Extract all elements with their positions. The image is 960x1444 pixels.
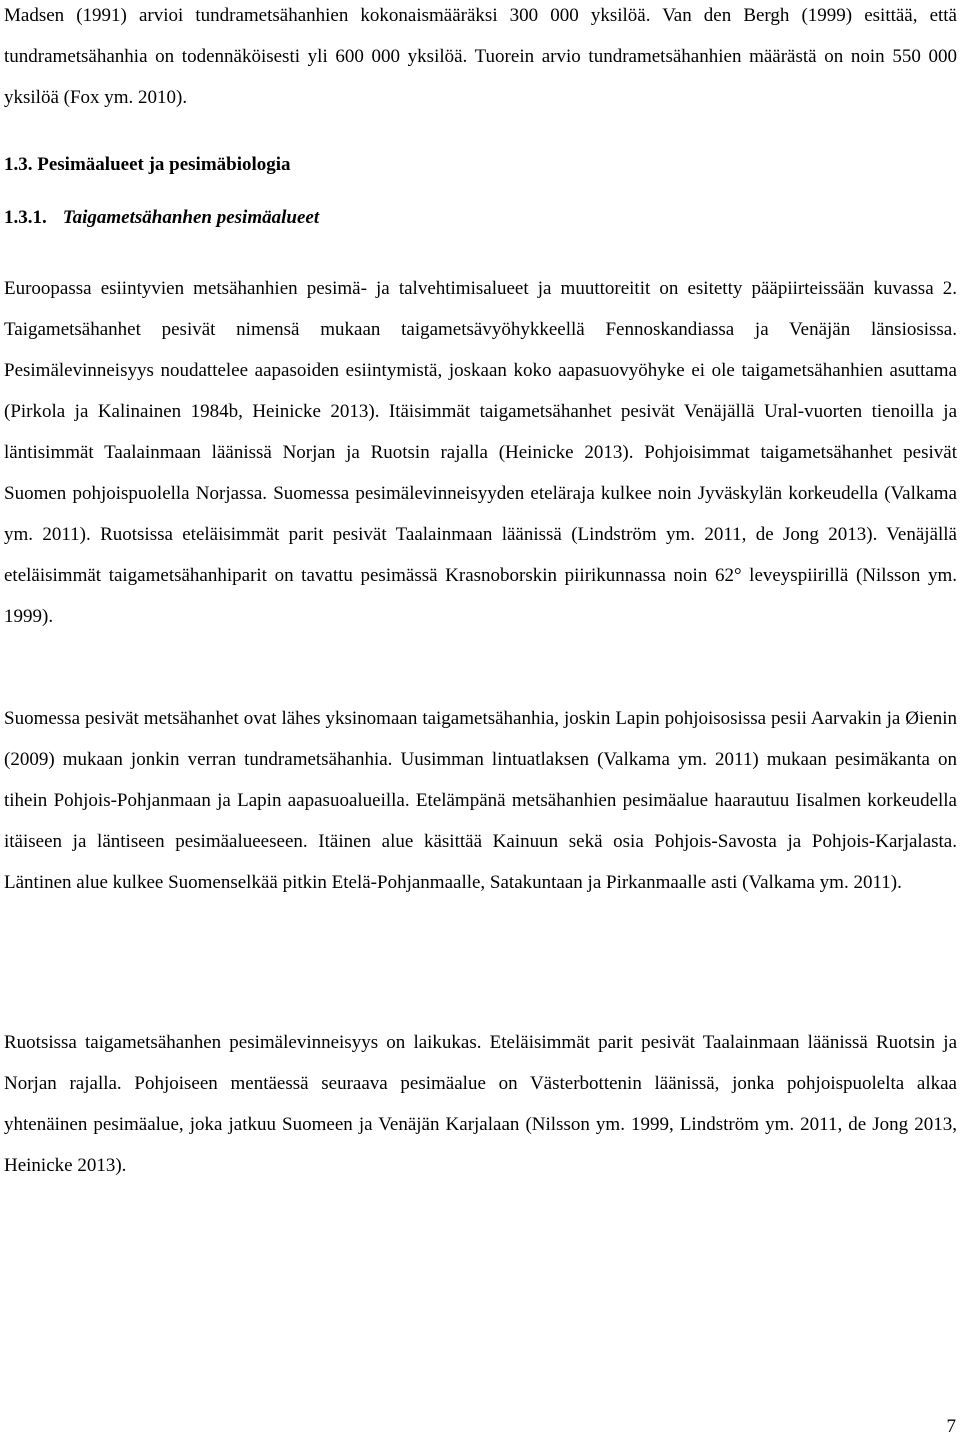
subsection-number: 1.3.1. <box>4 207 47 228</box>
subsection-heading <box>4 197 319 238</box>
body-paragraph-3: Ruotsissa taigametsähanhen pesimälevinneisyys on laikukas. Eteläisimmät parit pesivät Taalainmaan läänissä Ruotsin ja Norjan rajalla. Pohjoiseen mentäessä seuraava pesimäalue on Västerbottenin läänissä, jonka pohjoispuolelta alkaa yhtenäinen pesimäalue, joka jatkuu Suomeen ja Venäjän Karjalaan (Nilsson ym. 1999, Lindström ym. 2011, de Jong 2013, Heinicke 2013). <box>4 1032 957 1176</box>
section-heading: 1.3. Pesimäalueet ja pesimäbiologia <box>4 154 291 175</box>
body-paragraph-1: Euroopassa esiintyvien metsähanhien pesimä- ja talvehtimisalueet ja muuttoreitit on esitetty pääpiirteissään kuvassa 2. Taigametsähanhet pesivät nimensä mukaan taigametsävyöhykkeellä Fennoskandiassa ja Venäjän länsiosissa. Pesimälevinneisyys noudattelee aapasoiden esiintymistä, joskaan koko aapasuovyöhyke ei ole taigametsähanhien asuttama (Pirkola ja Kalinainen 1984b, Heinicke 2013). Itäisimmät taigametsähanhet pesivät Venäjällä Ural-vuorten tienoilla ja läntisimmät Taalainmaan läänissä Norjan ja Ruotsin rajalla (Heinicke 2013). Pohjoisimmat taigametsähanhet pesivät Suomen pohjoispuolella Norjassa. Suomessa pesimälevinneisyyden eteläraja kulkee noin Jyväskylän korkeudella (Valkama ym. 2011). Ruotsissa eteläisimmät parit pesivät Taalainmaan läänissä (Lindström ym. 2011, de Jong 2013). Venäjällä eteläisimmät taigametsähanhiparit on tavattu pesimässä Krasnoborskin piirikunnassa noin 62° leveyspiirillä (Nilsson ym. 1999). <box>4 278 957 627</box>
intro-paragraph: Madsen (1991) arvioi tundrametsähanhien kokonaismääräksi 300 000 yksilöä. Van den Bergh (1999) esittää, että tundrametsähanhia on todennäköisesti yli 600 000 yksilöä. Tuorein arvio tundrametsähanhien määrästä on noin 550 000 yksilöä (Fox ym. 2010). <box>4 5 957 108</box>
page-number: 7 <box>946 1416 956 1437</box>
body-paragraph-2: Suomessa pesivät metsähanhet ovat lähes yksinomaan taigametsähanhia, joskin Lapin pohjoisosissa pesii Aarvakin ja Øienin (2009) mukaan jonkin verran tundrametsähanhia. Uusimman lintuatlaksen (Valkama ym. 2011) mukaan pesimäkanta on tihein Pohjois-Pohjanmaan ja Lapin aapasuoalueilla. Etelämpänä metsähanhien pesimäalue haarautuu Iisalmen korkeudella itäiseen ja läntiseen pesimäalueeseen. Itäinen alue käsittää Kainuun sekä osia Pohjois-Savosta ja Pohjois-Karjalasta. Läntinen alue kulkee Suomenselkää pitkin Etelä-Pohjanmaalle, Satakuntaan ja Pirkanmaalle asti (Valkama ym. 2011). <box>4 708 957 893</box>
subsection-title: Taigametsähanhen pesimäalueet <box>62 207 320 228</box>
